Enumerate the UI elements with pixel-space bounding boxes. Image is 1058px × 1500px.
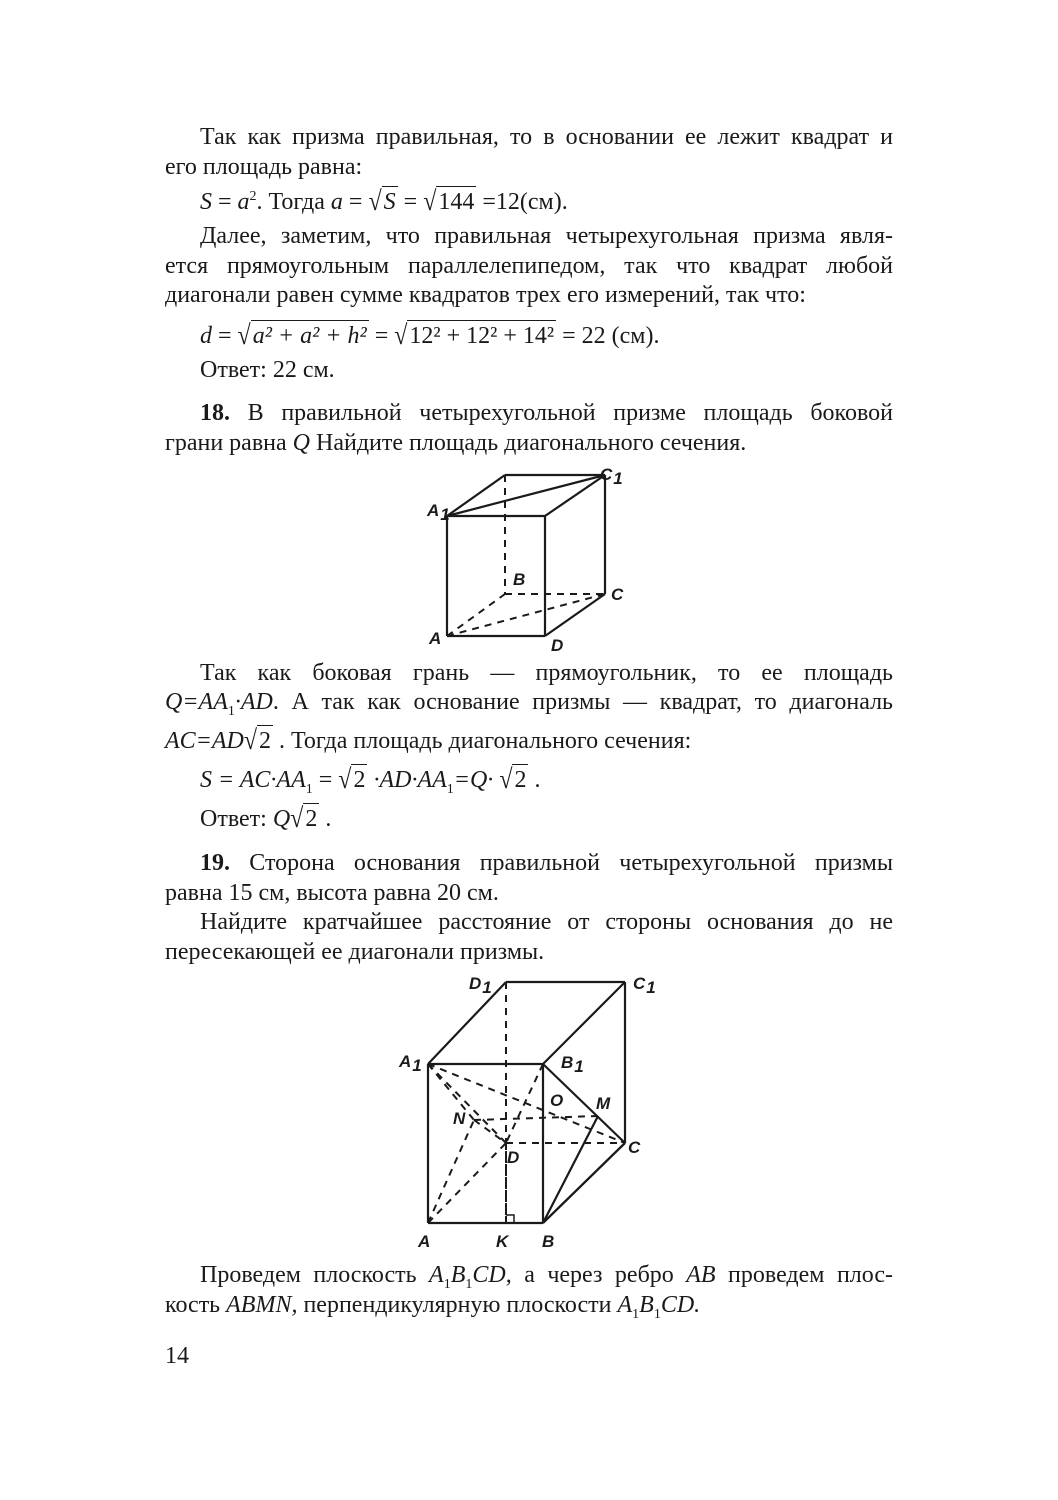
task-19-line <box>200 848 893 878</box>
expr: AB <box>686 1262 716 1288</box>
radicand: 144 <box>436 186 476 217</box>
label-d: D <box>507 1148 520 1167</box>
sqrt-2: √2 <box>290 804 318 834</box>
text-line: Так как боковая грань — прямоугольник, то ее площадь <box>200 660 893 686</box>
label-a1: A1 <box>427 501 450 524</box>
answer <box>200 803 331 834</box>
radicand: 2 <box>303 803 319 834</box>
subscript: 1 <box>446 781 454 797</box>
equals-sign: = <box>368 323 395 349</box>
formula-result: =12(см). <box>476 189 568 215</box>
equals-sign: = <box>212 323 238 349</box>
var-s: S <box>383 189 396 215</box>
expr: S = AC·AA <box>200 767 306 793</box>
subscript: 1 <box>443 1276 451 1292</box>
text-line: ется прямоугольным параллелепипедом, так что квадрат любой <box>165 253 893 279</box>
text: . <box>528 767 541 793</box>
var-q: Q <box>272 806 291 832</box>
edge <box>543 982 625 1064</box>
task-number: 19. <box>200 850 230 876</box>
a1-n-line <box>428 1064 474 1120</box>
prism-figure-1 <box>400 462 660 657</box>
text-line <box>200 1260 893 1290</box>
label-b1: B1 <box>561 1053 584 1076</box>
formula-text: . Тогда <box>256 189 331 215</box>
expr: A <box>617 1292 633 1318</box>
expr: CD. <box>660 1292 701 1318</box>
label-c: C <box>628 1138 641 1157</box>
label-d: D <box>551 636 564 655</box>
hidden-diagonal <box>447 594 605 636</box>
text: . <box>319 806 332 832</box>
task-text: Найдите площадь диагонального сечения. <box>310 430 747 456</box>
text: перпендикулярную плоскости <box>297 1292 618 1318</box>
equals-sign: = <box>342 189 369 215</box>
label-m: M <box>596 1094 611 1113</box>
label-o: O <box>550 1091 564 1110</box>
edge <box>545 475 605 516</box>
sqrt-sum-a: √a² + a² + h² <box>237 321 367 351</box>
sqrt-144: √144 <box>423 187 475 217</box>
sqrt-2: √2 <box>338 765 366 795</box>
subscript: 1 <box>465 1276 473 1292</box>
expr: ABMN, <box>226 1292 298 1318</box>
task-text: Сторона основания правильной четырехугольной призмы <box>230 850 893 876</box>
task-text: грани равна <box>165 430 293 456</box>
sqrt-s: √S <box>368 187 396 217</box>
radicand: 2 <box>512 764 528 795</box>
var-s: S <box>200 189 212 215</box>
text-line: Так как призма правильная, то в основании ее лежит квадрат и <box>200 124 893 150</box>
radicand: 12² + 12² + 14² <box>407 320 556 351</box>
text-line <box>165 1290 893 1320</box>
page-number: 14 <box>165 1343 189 1369</box>
label-c1: C1 <box>633 974 656 997</box>
text-line: Найдите кратчайшее расстояние от стороны основания до не <box>200 909 893 935</box>
task-18-line <box>165 428 893 458</box>
expr: B <box>450 1262 466 1288</box>
label-a: A <box>429 629 442 648</box>
formula-side-length <box>200 186 568 217</box>
label-n: N <box>453 1109 466 1128</box>
label-b: B <box>542 1232 555 1251</box>
text-line <box>165 687 893 717</box>
task-18-line <box>200 398 893 428</box>
b-c-line <box>543 1143 625 1223</box>
text-line <box>165 725 893 756</box>
var-d: d <box>200 323 212 349</box>
hidden-edge <box>428 1143 506 1223</box>
text: . Тогда площадь диагонального сечения: <box>273 728 692 754</box>
radicand: a² + a² + h² <box>252 323 367 349</box>
edge <box>428 982 506 1064</box>
task-text: В правильной четырехугольной призме площадь боковой <box>230 400 893 426</box>
equals-sign: = <box>312 767 339 793</box>
task-number: 18. <box>200 400 230 426</box>
formula-result: = 22 (см). <box>556 323 660 349</box>
edge <box>545 594 605 636</box>
hidden-edge <box>447 594 505 636</box>
expr: Q=AA <box>165 689 228 715</box>
expr: ·AD <box>234 689 273 715</box>
radicand: 2 <box>257 725 273 756</box>
expr: ·AD·AA <box>367 767 447 793</box>
subscript: 1 <box>305 781 313 797</box>
radicand: 2 <box>351 764 367 795</box>
label-c1: C1 <box>600 465 623 488</box>
text-line: пересекающей ее диагонали призмы. <box>165 939 545 965</box>
answer: Ответ: 22 см. <box>200 357 335 383</box>
expr: CD, <box>472 1262 512 1288</box>
var-a: a <box>237 189 250 215</box>
label-a: A <box>418 1232 431 1251</box>
answer-label: Ответ: <box>200 806 273 832</box>
label-b: B <box>513 570 526 589</box>
exponent: 2 <box>249 189 257 204</box>
equals-sign: = <box>397 189 424 215</box>
formula-section-area <box>200 764 540 795</box>
subscript: 1 <box>632 1306 640 1322</box>
text-line: его площадь равна: <box>165 154 363 180</box>
text: кость <box>165 1292 227 1318</box>
expr: B <box>639 1292 654 1318</box>
label-c: C <box>611 585 624 604</box>
var-q: Q <box>292 430 311 456</box>
expr: A <box>429 1262 444 1288</box>
label-k: K <box>496 1232 509 1251</box>
n-m-line <box>474 1116 598 1120</box>
text: проведем плос- <box>715 1262 894 1288</box>
sqrt-sum-numbers: √12² + 12² + 14² <box>394 321 555 351</box>
label-a1: A1 <box>399 1052 422 1075</box>
b-m-line <box>543 1116 598 1223</box>
text: а через ребро <box>511 1262 687 1288</box>
b1-d-line <box>506 1064 543 1143</box>
var-a: a <box>330 189 343 215</box>
sqrt-2: √2 <box>499 765 527 795</box>
subscript: 1 <box>653 1306 661 1322</box>
formula-diagonal <box>200 320 659 351</box>
text-line: Далее, заметим, что правильная четырехугольная призма явля- <box>200 223 893 249</box>
a1-d-line <box>428 1064 506 1143</box>
right-angle-mark <box>506 1215 514 1223</box>
sqrt-2: √2 <box>243 726 272 756</box>
text-line: равна 15 см, высота равна 20 см. <box>165 880 499 906</box>
expr: AC=AD <box>165 728 244 754</box>
text: . А так как основание призмы — квадрат, то диагональ <box>272 689 893 715</box>
text-line: диагонали равен сумме квадратов трех его измерений, так что: <box>165 282 806 308</box>
subscript: 1 <box>227 703 235 719</box>
edge <box>447 475 505 516</box>
a-n-line <box>428 1120 474 1223</box>
label-d1: D1 <box>469 974 492 997</box>
equals-sign: = <box>212 189 238 215</box>
expr: =Q· <box>453 767 500 793</box>
text: Проведем плоскость <box>200 1262 430 1288</box>
prism-figure-2 <box>390 968 660 1253</box>
diagonal <box>447 475 605 516</box>
